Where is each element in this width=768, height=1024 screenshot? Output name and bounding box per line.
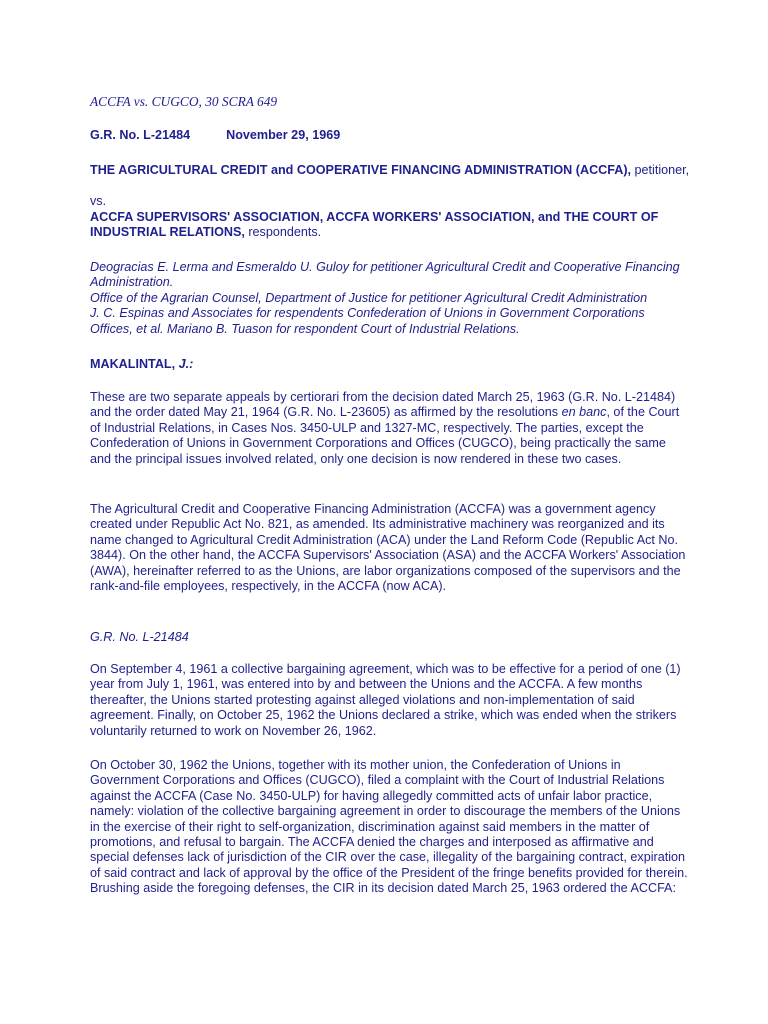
gr-date: November 29, 1969 bbox=[226, 128, 341, 142]
case-number-line bbox=[90, 128, 690, 143]
counsel-line: Deogracias E. Lerma and Esmeraldo U. Guloy for petitioner Agricultural Credit and Cooperative Financing Administration. bbox=[90, 260, 680, 290]
counsel-line: J. C. Espinas and Associates for respendents Confederation of Unions in Government Corporations Offices, et al. Mariano B. Tuason for respondent Court of Industrial Relations. bbox=[90, 306, 645, 336]
gr-number: G.R. No. L-21484 bbox=[90, 128, 191, 142]
paragraph-1 bbox=[90, 390, 690, 467]
respondents-block bbox=[90, 210, 690, 241]
versus-label: vs. bbox=[90, 194, 107, 208]
petitioner-name: THE AGRICULTURAL CREDIT and COOPERATIVE FINANCING ADMINISTRATION (ACCFA), bbox=[90, 163, 632, 177]
ponente-name: MAKALINTAL, bbox=[90, 357, 176, 371]
respondents-role: respondents. bbox=[244, 225, 322, 240]
paragraph-1-emphasis: en banc bbox=[561, 405, 607, 420]
paragraph-1-text: These are two separate appeals by certiorari from the decision dated March 25, 1963 (G.R. No. L-21484) and the order dated May 21, 1964 (G.R. No. L-23605) as affirmed by the resolutions bbox=[90, 390, 676, 420]
paragraph-2: The Agricultural Credit and Cooperative Financing Administration (ACCFA) was a government agency created under Republic Act No. 821, as amended. Its administrative machinery was reorganized and its name changed to Agricultural Credit Administration (ACA) under the Land Reform Code (Republic Act No. 3844). On the other hand, the ACCFA Supervisors' Association (ASA) and the ACCFA Workers' Association (AWA), hereinafter referred to as the Unions, are labor organizations composed of the supervisors and the rank-and-file employees, respectively, in the ACCFA (now ACA). bbox=[90, 502, 686, 594]
paragraph-3: On September 4, 1961 a collective bargaining agreement, which was to be effective for a period of one (1) year from July 1, 1961, was entered into by and between the Unions and the ACCFA. A few months thereafter, the Unions started protesting against alleged violations and non-implementation of said agreement. Finally, on October 25, 1962 the Unions declared a strike, which was ended when the strikers voluntarily returned to work on November 26, 1962. bbox=[90, 662, 681, 738]
paragraph-4: On October 30, 1962 the Unions, together with its mother union, the Confederation of Unions in Government Corporations and Offices (CUGCO), filed a complaint with the Court of Industrial Relations against the ACCFA (Case No. 3450-ULP) for having allegedly committed acts of unfair labor practice, namely: violation of the collective bargaining agreement in order to discourage the members of the Unions in the exercise of their right to self-organization, discrimination against said members in the matter of promotions, and refusal to bargain. The ACCFA denied the charges and interposed as affirmative and special defenses lack of jurisdiction of the CIR over the case, illegality of the bargaining contract, expiration of said contract and lack of approval by the office of the President of the fringe benefits provided for therein. Brushing aside the foregoing defenses, the CIR in its decision dated March 25, 1963 ordered the ACCFA: bbox=[90, 758, 688, 896]
ponente-title: J.: bbox=[175, 357, 194, 371]
petitioner-block bbox=[90, 163, 690, 178]
paragraph-1-text-cont: , of the Court of Industrial Relations, in Cases Nos. 3450-ULP and 1327-MC, respectively. The parties, except the Confederation of Unions in Government Corporations and Offices (CUGCO), being practically the same and the principal issues involved related, only one decision is now rendered in these two cases. bbox=[90, 405, 680, 466]
document-title: ACCFA vs. CUGCO, 30 SCRA 649 bbox=[90, 94, 278, 109]
ponente-line bbox=[90, 357, 690, 372]
counsel-line: Office of the Agrarian Counsel, Department of Justice for petitioner Agricultural Credit Administration bbox=[90, 290, 648, 305]
petitioner-role: petitioner, bbox=[631, 163, 690, 177]
respondents-name: ACCFA SUPERVISORS' ASSOCIATION, ACCFA WORKERS' ASSOCIATION, and THE COURT OF INDUSTRIAL RELATIONS, bbox=[90, 210, 659, 240]
section-heading: G.R. No. L-21484 bbox=[90, 630, 189, 644]
counsel-block bbox=[90, 260, 690, 337]
